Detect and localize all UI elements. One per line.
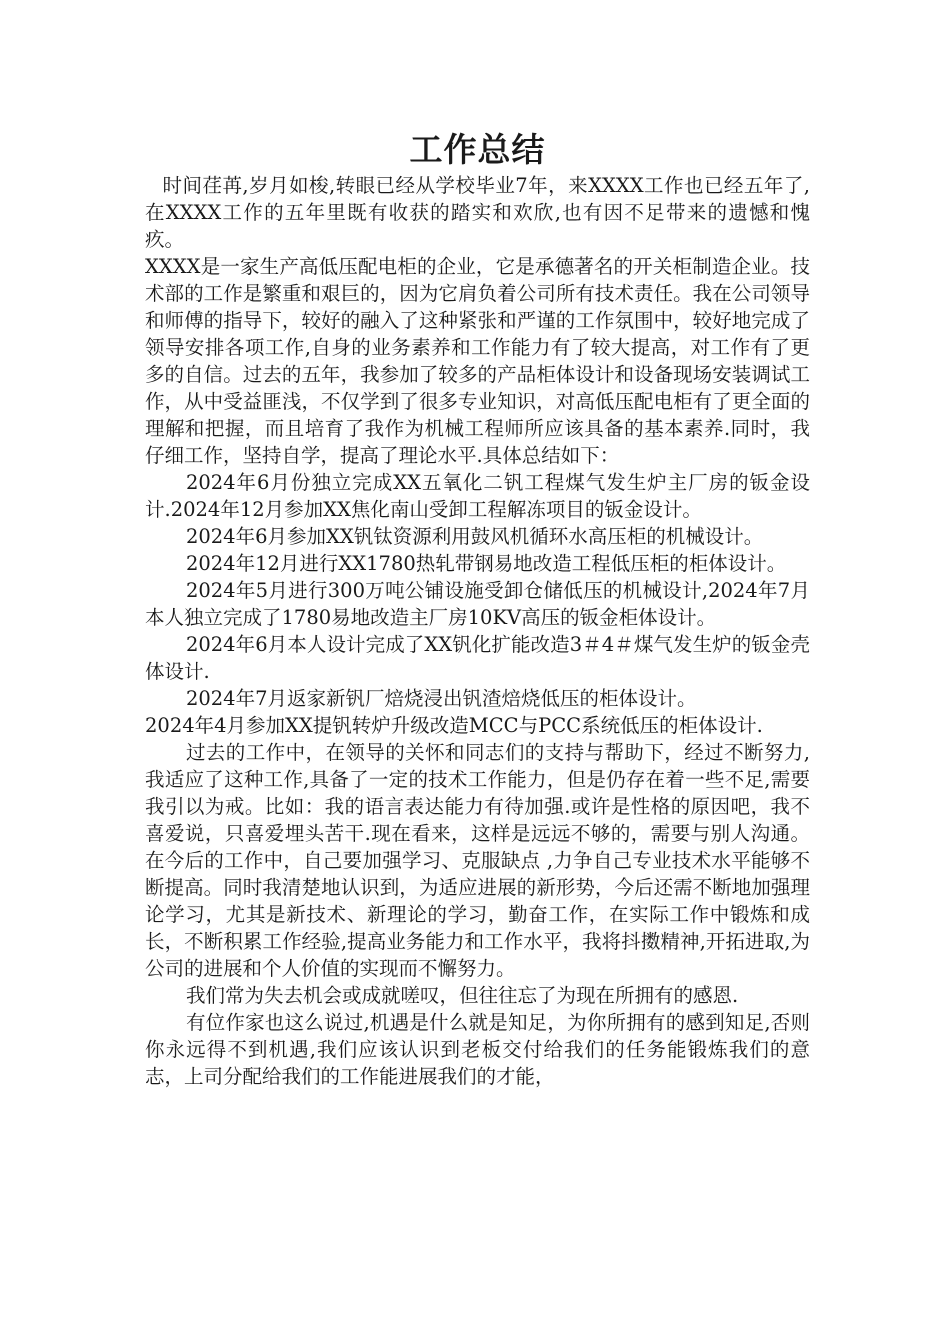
document-body	[145, 172, 810, 1090]
paragraph-project-3: 2024年12月进行XX1780热轧带钢易地改造工程低压柜的柜体设计。	[185, 552, 787, 575]
paragraph-project-7: 2024年4月参加XX提钒转炉升级改造MCC与PCC系统低压的柜体设计.	[145, 714, 763, 737]
paragraph-project-2: 2024年6月参加XX钒钛资源利用鼓风机循环水高压柜的机械设计。	[185, 525, 764, 548]
paragraph-project-6: 2024年7月返家新钒厂焙烧浸出钒渣焙烧低压的柜体设计。	[185, 687, 697, 710]
document-page	[145, 128, 810, 1090]
paragraph-reflection: 过去的工作中，在领导的关怀和同志们的支持与帮助下，经过不断努力,我适应了这种工作,具备了一定的技术工作能力，但是仍存在着一些不足,需要我引以为戒。比如：我的语言表达能力有待加强.或许是性格的原因吧，我不喜爱说，只喜爱埋头苦干.现在看来，这样是远远不够的，需要与别人沟通。在今后的工作中，自己要加强学习、克服缺点 ,力争自己专业技术水平能够不断提高。同时我清楚地认识到，为适应进展的新形势，今后还需不断地加强理论学习，尤其是新技术、新理论的学习，勤奋工作，在实际工作中锻炼和成长，不断积累工作经验,提高业务能力和工作水平，我将抖擞精神,开拓进取,为公司的进展和个人价值的实现而不懈努力。	[145, 741, 810, 980]
paragraph-opportunity: 有位作家也这么说过,机遇是什么就是知足，为你所拥有的感到知足,否则你永远得不到机遇,我们应该认识到老板交付给我们的任务能锻炼我们的意志，上司分配给我们的工作能进展我们的才能，	[145, 1011, 810, 1088]
paragraph-intro: 时间荏苒,岁月如梭,转眼已经从学校毕业7年，来XXXX工作也已经五年了,在XXXX工作的五年里既有收获的踏实和欢欣,也有因不足带来的遗憾和愧疚。	[145, 174, 810, 251]
paragraph-gratitude: 我们常为失去机会或成就嗟叹，但往往忘了为现在所拥有的感恩.	[185, 984, 739, 1007]
paragraph-project-1: 2024年6月份独立完成XX五氧化二钒工程煤气发生炉主厂房的钣金设计.2024年12月参加XX焦化南山受卸工程解冻项目的钣金设计。	[145, 471, 810, 521]
paragraph-project-5: 2024年6月本人设计完成了XX钒化扩能改造3＃4＃煤气发生炉的钣金壳体设计.	[145, 633, 810, 683]
document-title: 工作总结	[409, 130, 546, 169]
paragraph-company: XXXX是一家生产高低压配电柜的企业，它是承德著名的开关柜制造企业。技术部的工作是繁重和艰巨的，因为它肩负着公司所有技术责任。我在公司领导和师傅的指导下，较好的融入了这种紧张和严谨的工作氛围中，较好地完成了领导安排各项工作,自身的业务素养和工作能力有了较大提高，对工作有了更多的自信。过去的五年，我参加了较多的产品柜体设计和设备现场安装调试工作，从中受益匪浅，不仅学到了很多专业知识，对高低压配电柜有了更全面的理解和把握，而且培育了我作为机械工程师所应该具备的基本素养.同时，我仔细工作，坚持自学，提高了理论水平.具体总结如下：	[145, 255, 810, 467]
paragraph-project-4: 2024年5月进行300万吨公铺设施受卸仓储低压的机械设计,2024年7月本人独立完成了1780易地改造主厂房10KV高压的钣金柜体设计。	[145, 579, 810, 629]
